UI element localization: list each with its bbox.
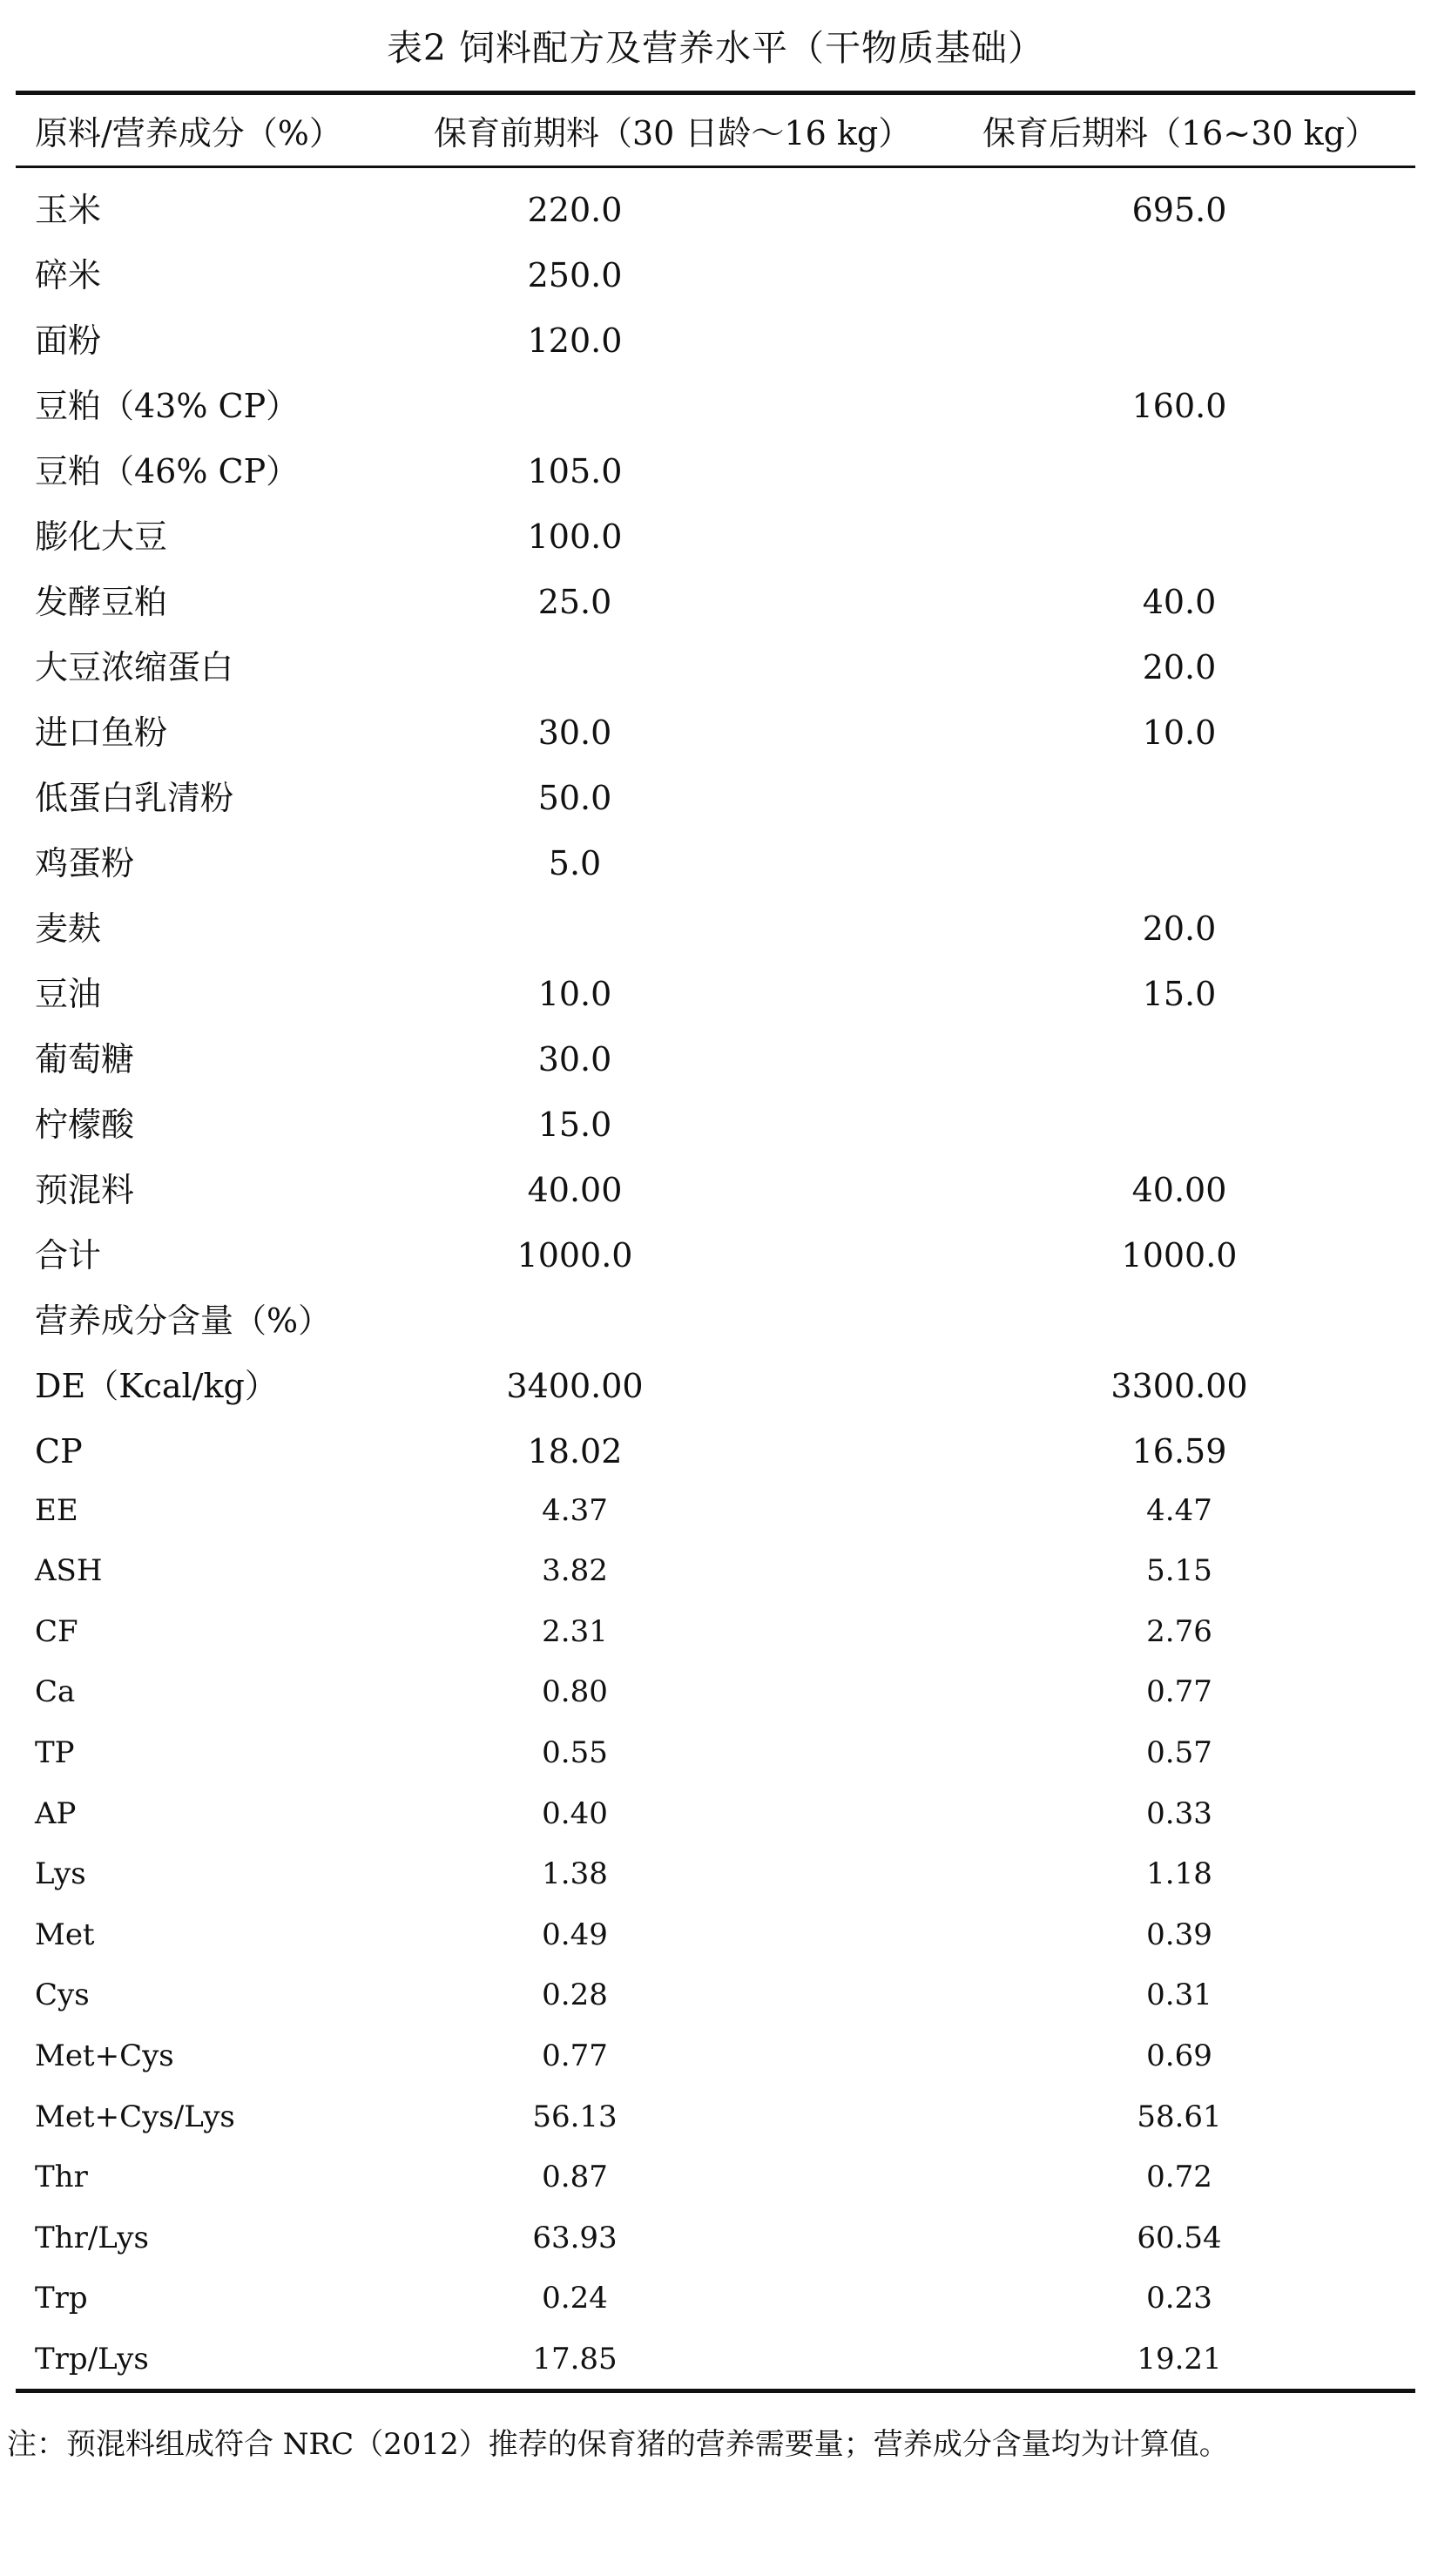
late-nursery-value: 20.0 bbox=[1142, 909, 1217, 948]
row-label: 预混料 bbox=[35, 1171, 135, 1209]
early-nursery-value: 25.0 bbox=[537, 583, 612, 621]
row-label: 豆粕（46% CP） bbox=[35, 452, 300, 490]
early-nursery-value: 15.0 bbox=[537, 1105, 612, 1144]
row-label: 进口鱼粉 bbox=[35, 713, 168, 752]
early-nursery-value: 0.24 bbox=[542, 2281, 608, 2316]
header-early-nursery: 保育前期料（30 日龄～16 kg） bbox=[434, 114, 912, 152]
row-label: EE bbox=[35, 1493, 78, 1528]
late-nursery-value: 2.76 bbox=[1146, 1614, 1212, 1649]
late-nursery-value: 3300.00 bbox=[1110, 1367, 1248, 1405]
early-nursery-value: 105.0 bbox=[527, 452, 623, 490]
early-nursery-value: 5.0 bbox=[548, 844, 602, 882]
late-nursery-value: 10.0 bbox=[1142, 713, 1217, 752]
row-label: 大豆浓缩蛋白 bbox=[35, 648, 234, 686]
late-nursery-value: 0.57 bbox=[1146, 1735, 1212, 1770]
early-nursery-value: 0.80 bbox=[542, 1674, 608, 1709]
early-nursery-value: 0.55 bbox=[542, 1735, 608, 1770]
early-nursery-value: 40.00 bbox=[527, 1171, 623, 1209]
late-nursery-value: 16.59 bbox=[1131, 1432, 1227, 1471]
early-nursery-value: 1000.0 bbox=[516, 1236, 633, 1274]
table-caption: 表2 饲料配方及营养水平（干物质基础） bbox=[386, 27, 1045, 69]
early-nursery-value: 3.82 bbox=[542, 1553, 608, 1588]
row-label: ASH bbox=[35, 1553, 103, 1588]
early-nursery-value: 0.28 bbox=[542, 1978, 608, 2012]
row-label: 麦麸 bbox=[35, 909, 102, 948]
row-label: 面粉 bbox=[35, 321, 102, 360]
row-label: 豆粕（43% CP） bbox=[35, 387, 300, 425]
late-nursery-value: 695.0 bbox=[1131, 191, 1227, 229]
late-nursery-value: 0.72 bbox=[1146, 2160, 1212, 2194]
early-nursery-value: 3400.00 bbox=[506, 1367, 644, 1405]
row-label: 碎米 bbox=[35, 256, 102, 294]
early-nursery-value: 0.49 bbox=[542, 1917, 608, 1952]
row-label: 柠檬酸 bbox=[35, 1105, 135, 1144]
header-ingredient: 原料/营养成分（%） bbox=[35, 114, 342, 152]
late-nursery-value: 0.23 bbox=[1146, 2281, 1212, 2316]
row-label: 低蛋白乳清粉 bbox=[35, 779, 234, 817]
early-nursery-value: 100.0 bbox=[527, 517, 623, 556]
late-nursery-value: 20.0 bbox=[1142, 648, 1217, 686]
early-nursery-value: 220.0 bbox=[527, 191, 623, 229]
early-nursery-value: 1.38 bbox=[542, 1856, 608, 1891]
row-label: 发酵豆粕 bbox=[35, 583, 168, 621]
late-nursery-value: 40.00 bbox=[1131, 1171, 1227, 1209]
late-nursery-value: 0.33 bbox=[1146, 1796, 1212, 1831]
late-nursery-value: 0.69 bbox=[1146, 2038, 1212, 2073]
early-nursery-value: 10.0 bbox=[537, 975, 612, 1013]
early-nursery-value: 18.02 bbox=[527, 1432, 623, 1471]
row-label: AP bbox=[35, 1796, 77, 1831]
late-nursery-value: 0.31 bbox=[1146, 1978, 1212, 2012]
late-nursery-value: 0.77 bbox=[1146, 1674, 1212, 1709]
late-nursery-value: 19.21 bbox=[1137, 2342, 1222, 2377]
bottom-rule bbox=[16, 2389, 1415, 2393]
row-label: 玉米 bbox=[35, 191, 102, 229]
late-nursery-value: 0.39 bbox=[1146, 1917, 1212, 1952]
early-nursery-value: 0.87 bbox=[542, 2160, 608, 2194]
row-label: Cys bbox=[35, 1978, 90, 2012]
row-label: 膨化大豆 bbox=[35, 517, 168, 556]
early-nursery-value: 30.0 bbox=[537, 713, 612, 752]
late-nursery-value: 15.0 bbox=[1142, 975, 1217, 1013]
late-nursery-value: 1.18 bbox=[1146, 1856, 1212, 1891]
early-nursery-value: 17.85 bbox=[532, 2342, 618, 2377]
late-nursery-value: 5.15 bbox=[1146, 1553, 1212, 1588]
early-nursery-value: 30.0 bbox=[537, 1040, 612, 1078]
early-nursery-value: 56.13 bbox=[532, 2099, 618, 2134]
row-label: TP bbox=[35, 1735, 75, 1770]
early-nursery-value: 4.37 bbox=[542, 1493, 608, 1528]
early-nursery-value: 63.93 bbox=[532, 2221, 618, 2255]
late-nursery-value: 1000.0 bbox=[1121, 1236, 1238, 1274]
row-label: 合计 bbox=[35, 1236, 102, 1274]
early-nursery-value: 50.0 bbox=[537, 779, 612, 817]
table-note: 注：预混料组成符合 NRC（2012）推荐的保育猪的营养需要量；营养成分含量均为计算值。 bbox=[7, 2427, 1229, 2462]
late-nursery-value: 4.47 bbox=[1146, 1493, 1212, 1528]
row-label: Met+Cys/Lys bbox=[35, 2099, 235, 2134]
row-label: Trp bbox=[35, 2281, 88, 2316]
early-nursery-value: 0.77 bbox=[542, 2038, 608, 2073]
early-nursery-value: 0.40 bbox=[542, 1796, 608, 1831]
row-label: CP bbox=[35, 1432, 83, 1471]
row-label: 豆油 bbox=[35, 975, 102, 1013]
row-label: Met bbox=[35, 1917, 95, 1952]
row-label: Met+Cys bbox=[35, 2038, 174, 2073]
late-nursery-value: 58.61 bbox=[1137, 2099, 1222, 2134]
early-nursery-value: 120.0 bbox=[527, 321, 623, 360]
late-nursery-value: 40.0 bbox=[1142, 583, 1217, 621]
late-nursery-value: 60.54 bbox=[1137, 2221, 1222, 2255]
row-label: Lys bbox=[35, 1856, 86, 1891]
row-label: CF bbox=[35, 1614, 78, 1649]
early-nursery-value: 2.31 bbox=[542, 1614, 608, 1649]
late-nursery-value: 160.0 bbox=[1131, 387, 1227, 425]
row-label: Thr/Lys bbox=[35, 2221, 149, 2255]
row-label: Trp/Lys bbox=[35, 2342, 149, 2377]
row-label: Thr bbox=[35, 2160, 88, 2194]
early-nursery-value: 250.0 bbox=[527, 256, 623, 294]
row-label: DE（Kcal/kg） bbox=[35, 1367, 278, 1405]
row-label: 鸡蛋粉 bbox=[35, 844, 135, 882]
header-late-nursery: 保育后期料（16~30 kg） bbox=[982, 114, 1378, 152]
header-rule bbox=[16, 166, 1415, 168]
row-label: Ca bbox=[35, 1674, 76, 1709]
row-label: 营养成分含量（%） bbox=[35, 1302, 332, 1340]
row-label: 葡萄糖 bbox=[35, 1040, 135, 1078]
top-rule bbox=[16, 91, 1415, 95]
